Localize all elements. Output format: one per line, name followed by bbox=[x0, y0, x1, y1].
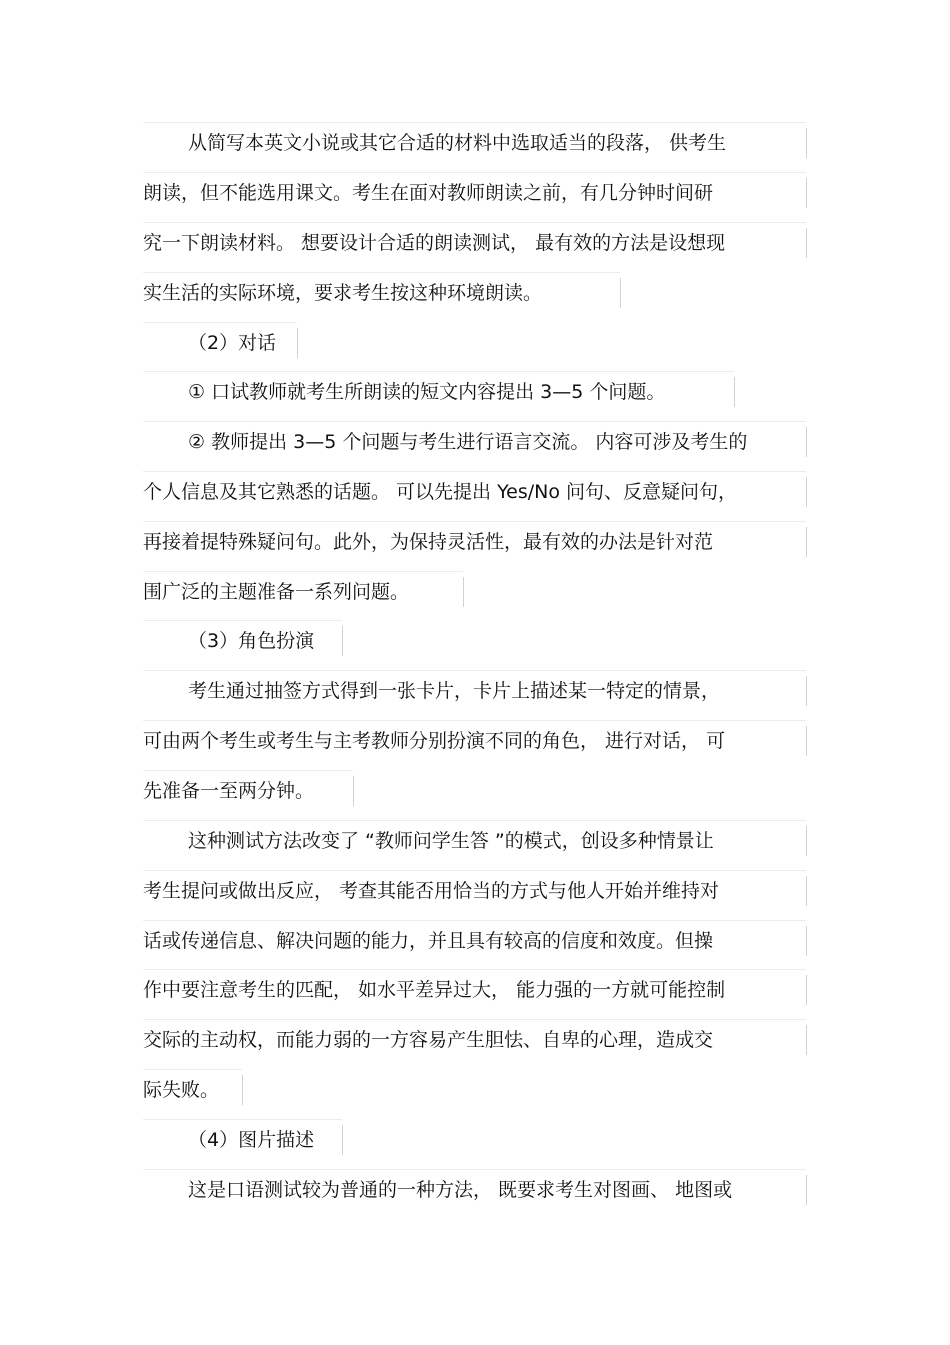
section-heading: （3）角色扮演 bbox=[143, 626, 343, 656]
text-line: 际失败。 bbox=[143, 1075, 243, 1105]
text-line: 从简写本英文小说或其它合适的材料中选取适当的段落， 供考生 bbox=[143, 128, 807, 158]
text-line: 可由两个考生或考生与主考教师分别扮演不同的角色， 进行对话， 可 bbox=[143, 726, 807, 756]
text-line: 再接着提特殊疑问句。此外，为保持灵活性，最有效的办法是针对范 bbox=[143, 527, 807, 557]
text-line: 究一下朗读材料。 想要设计合适的朗读测试， 最有效的方法是设想现 bbox=[143, 228, 807, 258]
text-line: 围广泛的主题准备一系列问题。 bbox=[143, 577, 464, 607]
section-heading: （4）图片描述 bbox=[143, 1125, 343, 1155]
text-line: 这种测试方法改变了 “教师问学生答 ”的模式，创设多种情景让 bbox=[143, 826, 807, 856]
text-line: 交际的主动权，而能力弱的一方容易产生胆怯、自卑的心理，造成交 bbox=[143, 1025, 807, 1055]
text-line: 实生活的实际环境，要求考生按这种环境朗读。 bbox=[143, 278, 621, 308]
text-line: 作中要注意考生的匹配， 如水平差异过大， 能力强的一方就可能控制 bbox=[143, 975, 807, 1005]
text-line: ① 口试教师就考生所朗读的短文内容提出 3—5 个问题。 bbox=[143, 377, 735, 407]
text-line: 这是口语测试较为普通的一种方法， 既要求考生对图画、 地图或 bbox=[143, 1175, 807, 1205]
text-line: 个人信息及其它熟悉的话题。 可以先提出 Yes/No 问句、反意疑问句， bbox=[143, 477, 807, 507]
text-line: 考生提问或做出反应， 考查其能否用恰当的方式与他人开始并维持对 bbox=[143, 876, 807, 906]
text-line: 考生通过抽签方式得到一张卡片，卡片上描述某一特定的情景， bbox=[143, 676, 807, 706]
text-line: 朗读，但不能选用课文。考生在面对教师朗读之前，有几分钟时间研 bbox=[143, 178, 807, 208]
text-line: ② 教师提出 3—5 个问题与考生进行语言交流。 内容可涉及考生的 bbox=[143, 427, 807, 457]
text-line: 先准备一至两分钟。 bbox=[143, 776, 354, 806]
text-line: 话或传递信息、解决问题的能力，并且具有较高的信度和效度。但操 bbox=[143, 926, 807, 956]
section-heading: （2）对话 bbox=[143, 328, 298, 358]
